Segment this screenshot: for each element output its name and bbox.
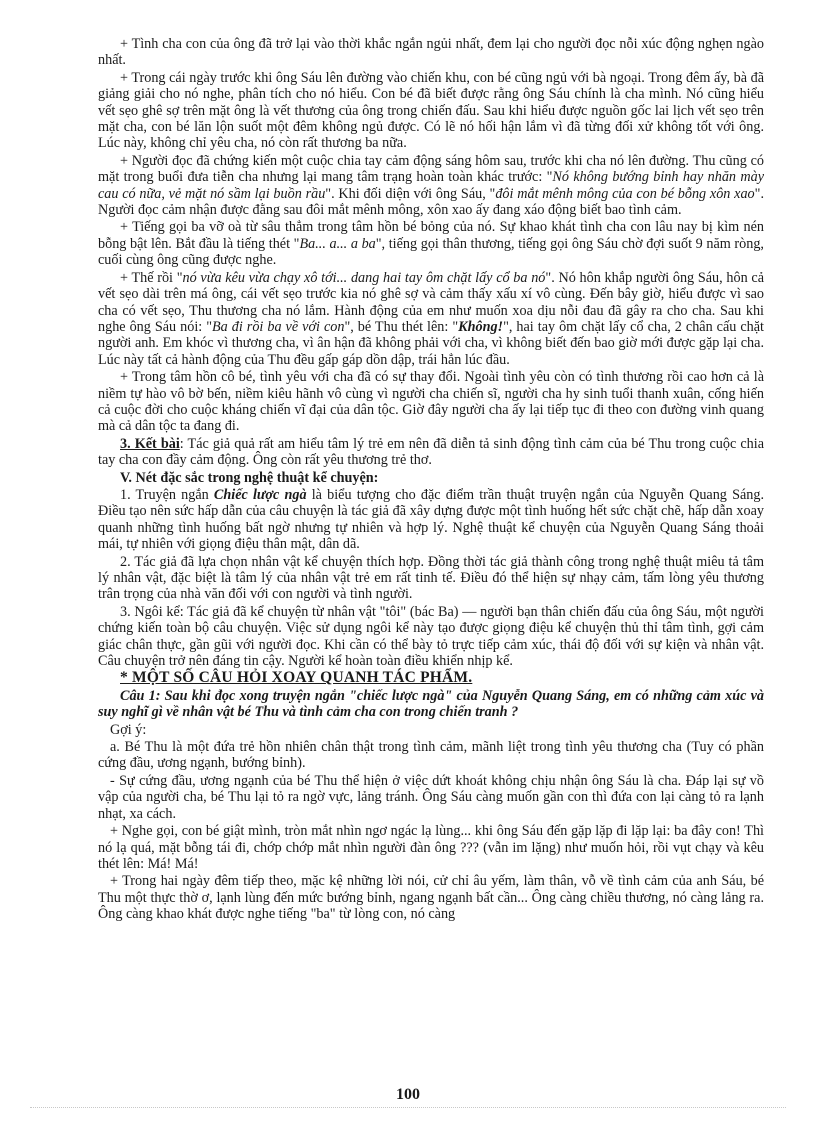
questions-heading: * MỘT SỐ CÂU HỎI XOAY QUANH TÁC PHẨM.: [120, 669, 473, 687]
text-run: + Tình cha con của ông đã trở lại vào thời khắc ngắn ngủi nhất, đem lại cho người đọc nỗi xúc động nghẹn ngào nhất.: [98, 36, 764, 69]
section-5-item-s2: [98, 554, 764, 603]
body-paragraphs: [98, 36, 764, 469]
text-run: là biểu tượng cho đặc điểm trần thuật truyện ngắn của Nguyễn Quang Sáng. Điều tạo nên sức hấp dẫn của câu chuyện là tác giả đã xây dựng được một tình huống hết sức chặt chẽ, hấp dẫn xoay quanh những tình huống bất ngờ nhưng tự nhiên và hợp lý. Nghệ thuật kể chuyện của Nguyễn Quang Sáng thoải mái, tự nhiên với giọng điệu thân mật, dân dã.: [98, 486, 764, 553]
paragraph-p2: [98, 70, 764, 152]
text-run: + Tiếng gọi ba vỡ oà từ sâu thẳm trong tâm hồn bé bỏng của nó. Sự khao khát tình cha con lâu nay bị kìm nén bỗng bật lên. Bắt đầu là tiếng thét ": [98, 219, 764, 252]
text-run: + Thế rồi ": [120, 269, 183, 286]
text-run: + Trong cái ngày trước khi ông Sáu lên đường vào chiến khu, con bé cũng ngủ với bà ngoại. Trong đêm ấy, bà đã giảng giải cho nó nghe, phân tích cho nó hiểu. Con bé đã biết được rằng ông Sáu chính là cha mình. Nó cũng hiểu vết sẹo ghê sợ trên mặt ông là vết thương của ông trong chiến đấu. Sau khi hiểu được nguồn gốc lai lịch vết sẹo trên mặt cha, con bé lăn lộn suốt một đêm không ngủ được. Có lẽ nó hối hận lắm vì đã từng đối xử không tốt với ông. Lúc này, không chỉ yêu cha, nó còn rất thương ba nữa.: [98, 69, 764, 152]
text-run: + Người đọc đã chứng kiến một cuộc chia tay cảm động sáng hôm sau, trước khi cha nó lên đường. Thu cũng có mặt trong buổi đưa tiễn cha nhưng lại mang tâm trạng hoàn toàn khác trước: ": [98, 152, 764, 186]
text-run: 3. Ngôi kể: Tác giả đã kể chuyện từ nhân vật "tôi" (bác Ba) — người bạn thân chiến đấu của ông Sáu, một người chứng kiến toàn bộ câu chuyện. Việc sử dụng ngôi kể này tạo được giọng điệu kể chuyện thủ thỉ tâm tình, gợi cảm giác chân thực, gần gũi với người đọc. Khi cần có thể bày tỏ trực tiếp cảm xúc, thái độ đối với sự kiện và nhân vật. Câu chuyện trở nên đáng tin cậy. Người kể hoàn toàn điều khiển nhịp kể.: [98, 603, 764, 670]
text-run: Ba... a... a ba: [299, 235, 376, 252]
text-run: ", bé Thu thét lên: ": [344, 318, 459, 335]
text-run: ", tiếng gọi thân thương, tiếng gọi ông Sáu chờ đợi suốt 9 năm ròng, cuối cùng ông cũng được nghe.: [98, 235, 764, 269]
text-run: Ba đi rồi ba về với con: [212, 318, 345, 335]
page-number: 100: [396, 1086, 420, 1103]
paragraph-p5: [98, 270, 764, 368]
answer-a3: + Nghe gọi, con bé giật mình, tròn mắt nhìn ngơ ngác lạ lùng... khi ông Sáu đến gặp lặp đi lặp lại: ba đây con! Thì nó lạ quá, mặt bỗng tái đi, chớp chớp mắt nhìn người đàn ông ??? (vẫn im lặng) như muốn hỏi, rồi vụt chạy và kêu thét lên: Má! Má!: [98, 823, 764, 872]
text-run: Không!: [458, 318, 504, 335]
text-run: ". Nó hôn khắp người ông Sáu, hôn cả vết sẹo dài trên má ông, cái vết sẹo trước kia nó ghê sợ và cảm thấy xấu xí vô cùng. Đến bây giờ, hiểu được vì sao cha có vết sẹo, Thu thương cha nó lắm. Hành động của em như muốn xoa dịu nỗi đau đã gây ra cho cha. Sau khi nghe ông Sáu nói: ": [98, 269, 764, 335]
section-5-items: [98, 487, 764, 669]
paragraph-p6: [98, 369, 764, 435]
answers: [98, 739, 764, 922]
paragraph-p4: [98, 219, 764, 268]
section-5-heading: V. Nét đặc sắc trong nghệ thuật kể chuyện:: [120, 469, 379, 486]
text-run: 2. Tác giả đã lựa chọn nhân vật kể chuyện thích hợp. Đồng thời tác giả thành công trong nghệ thuật miêu tả tâm lý nhân vật, đặc biệt là tâm lý của nhân vật trẻ em rất tinh tế. Điều đó thể hiện sự nhạy cảm, tấm lòng yêu thương trân trọng của nhà văn đối với con người và tình người.: [98, 553, 764, 603]
text-run: + Trong tâm hồn cô bé, tình yêu với cha đã có sự thay đổi. Ngoài tình yêu còn có tình thương rồi cao hơn cả là niềm tự hào vô bờ bến, niềm kiêu hãnh vô cùng vì người cha chiến sĩ, người cha hy sinh tuổi thanh xuân, cống hiến cả cuộc đời cho cuộc kháng chiến vĩ đại của dân tộc. Giờ đây người cha ấy lại tiếp tục đi theo con đường vinh quang mà cả dân tộc ta đang đi.: [98, 369, 764, 435]
paragraph-p7: [98, 436, 764, 469]
bottom-divider: [30, 1107, 786, 1108]
answer-a2: - Sự cứng đầu, ương ngạnh của bé Thu thể hiện ở việc dứt khoát không chịu nhận ông Sáu là cha. Đáp lại sự vồ vập của người cha, bé Thu lại tỏ ra ngờ vực, lảng tránh. Ông Sáu càng muốn gần con thì đứa con lại càng tỏ ra lạnh nhạt, xa cách.: [98, 772, 764, 822]
text-run: ", hai tay ôm chặt lấy cổ cha, 2 chân cấu chặt người anh. Em khóc vì thương cha, vì ân hận đã không phải với cha, vì không biết đến bao giờ mới được gặp lại cha. Lúc này tất cả hành động của Thu đều gấp gáp dồn dập, trái hẳn lúc đầu.: [98, 318, 764, 368]
answer-a4: + Trong hai ngày đêm tiếp theo, mặc kệ những lời nói, cử chỉ âu yếm, làm thân, vỗ về tình cảm của anh Sáu, bé Thu một thực thờ ơ, lạnh lùng đến mức bướng bỉnh, ngang ngạnh bất cần... Ông càng chiều thương, nó càng lảng ra. Ông càng khao khát được nghe tiếng "ba" từ lòng con, nó càng: [98, 873, 764, 923]
text-run: ". Người đọc cảm nhận được đằng sau đôi mắt mênh mông, xôn xao ấy đang xáo động biết bao tình cảm.: [98, 185, 764, 219]
answer-a1: a. Bé Thu là một đứa trẻ hồn nhiên chân thật trong tình cảm, mãnh liệt trong tình yêu thương cha (Tuy có phần cứng đầu, ương ngạnh, bướng bỉnh).: [98, 739, 764, 772]
text-run: đôi mắt mênh mông của con bé bỗng xôn xao: [495, 185, 755, 202]
question-1: Câu 1: Sau khi đọc xong truyện ngắn "chiếc lược ngà" của Nguyễn Quang Sáng, em có những cảm xúc và suy nghĩ gì về nhân vật bé Thu và tình cảm cha con trong chiến tranh ?: [98, 687, 764, 721]
paragraph-p3: [98, 153, 764, 219]
text-run: nó vừa kêu vừa chạy xô tới... dang hai tay ôm chặt lấy cổ ba nó: [182, 269, 546, 286]
text-run: 3. Kết bài: [120, 435, 180, 452]
section-5-item-s3: [98, 604, 764, 670]
text-run: ". Khi đối diện với ông Sáu, ": [325, 185, 496, 202]
text-run: 1. Truyện ngắn: [120, 486, 214, 503]
page-content: [98, 36, 764, 924]
hint-label: Gợi ý:: [110, 721, 147, 738]
text-run: Nó không bướng bỉnh hay nhăn mày cau có nữa, vẻ mặt nó sầm lại buồn rầu: [98, 169, 764, 202]
section-5-item-s1: [98, 487, 764, 553]
text-run: : Tác giả quả rất am hiểu tâm lý trẻ em nên đã diễn tả sinh động tình cảm của bé Thu trong cuộc chia tay cha con đầy cảm động. Ông còn rất yêu thương trẻ thơ.: [98, 435, 764, 469]
text-run: Chiếc lược ngà: [213, 486, 307, 503]
paragraph-p1: [98, 36, 764, 69]
